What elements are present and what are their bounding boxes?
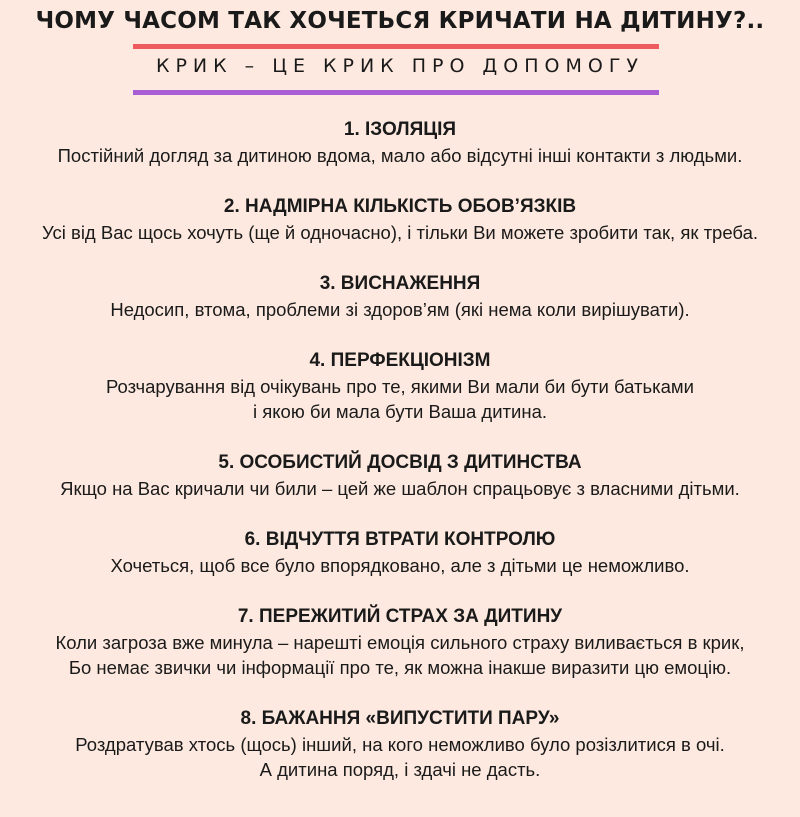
- reason-description: А дитина поряд, і здачі не дасть.: [259, 759, 541, 780]
- reason-description: Недосип, втома, проблеми зі здоров’ям (які нема коли вирішувати).: [110, 299, 690, 320]
- reason-heading: 4. ПЕРФЕКЦІОНІЗМ: [309, 350, 491, 371]
- reason-description: Коли загроза вже минула – нарешті емоція сильного страху виливається в крик,: [55, 632, 745, 653]
- reason-description: Бо немає звички чи інформації про те, як можна інакше виразити цю емоцію.: [68, 657, 732, 678]
- reason-description: Роздратував хтось (щось) інший, на кого неможливо було розізлитися в очі.: [75, 734, 725, 755]
- reason-item: [0, 348, 800, 424]
- reason-heading: 2. НАДМІРНА КІЛЬКІСТЬ ОБОВ’ЯЗКІВ: [223, 196, 577, 217]
- reason-item: [0, 604, 800, 680]
- reason-item: [0, 117, 800, 168]
- reason-description: Хочеться, щоб все було впорядковано, але з дітьми це неможливо.: [110, 555, 690, 576]
- reason-heading: 3. ВИСНАЖЕННЯ: [319, 273, 481, 294]
- reason-item: [0, 450, 800, 501]
- reason-item: [0, 527, 800, 578]
- page-subtitle: КРИК – ЦЕ КРИК ПРО ДОПОМОГУ: [155, 55, 644, 77]
- page-title: ЧОМУ ЧАСОМ ТАК ХОЧЕТЬСЯ КРИЧАТИ НА ДИТИНУ?..: [35, 8, 765, 34]
- reason-heading: 1. ІЗОЛЯЦІЯ: [343, 119, 457, 140]
- reason-heading: 6. ВІДЧУТТЯ ВТРАТИ КОНТРОЛЮ: [244, 529, 556, 550]
- top-divider: [133, 44, 659, 49]
- reason-description: і якою би мала бути Ваша дитина.: [252, 401, 548, 422]
- reason-heading: 8. БАЖАННЯ «ВИПУСТИТИ ПАРУ»: [240, 708, 560, 729]
- reason-description: Якщо на Вас кричали чи били – цей же шаблон спрацьовує з власними дітьми.: [60, 478, 740, 499]
- bottom-divider: [133, 90, 659, 95]
- reason-item: [0, 194, 800, 245]
- reason-heading: 7. ПЕРЕЖИТИЙ СТРАХ ЗА ДИТИНУ: [237, 606, 563, 627]
- reason-description: Розчарування від очікувань про те, якими Ви мали би бути батьками: [106, 376, 694, 397]
- reason-item: [0, 271, 800, 322]
- reason-item: [0, 706, 800, 782]
- reason-description: Постійний догляд за дитиною вдома, мало або відсутні інші контакти з людьми.: [57, 145, 743, 166]
- reason-description: Усі від Вас щось хочуть (ще й одночасно), і тільки Ви можете зробити так, як треба.: [41, 222, 759, 243]
- reason-heading: 5. ОСОБИСТИЙ ДОСВІД З ДИТИНСТВА: [218, 452, 582, 473]
- reasons-list: [0, 117, 800, 808]
